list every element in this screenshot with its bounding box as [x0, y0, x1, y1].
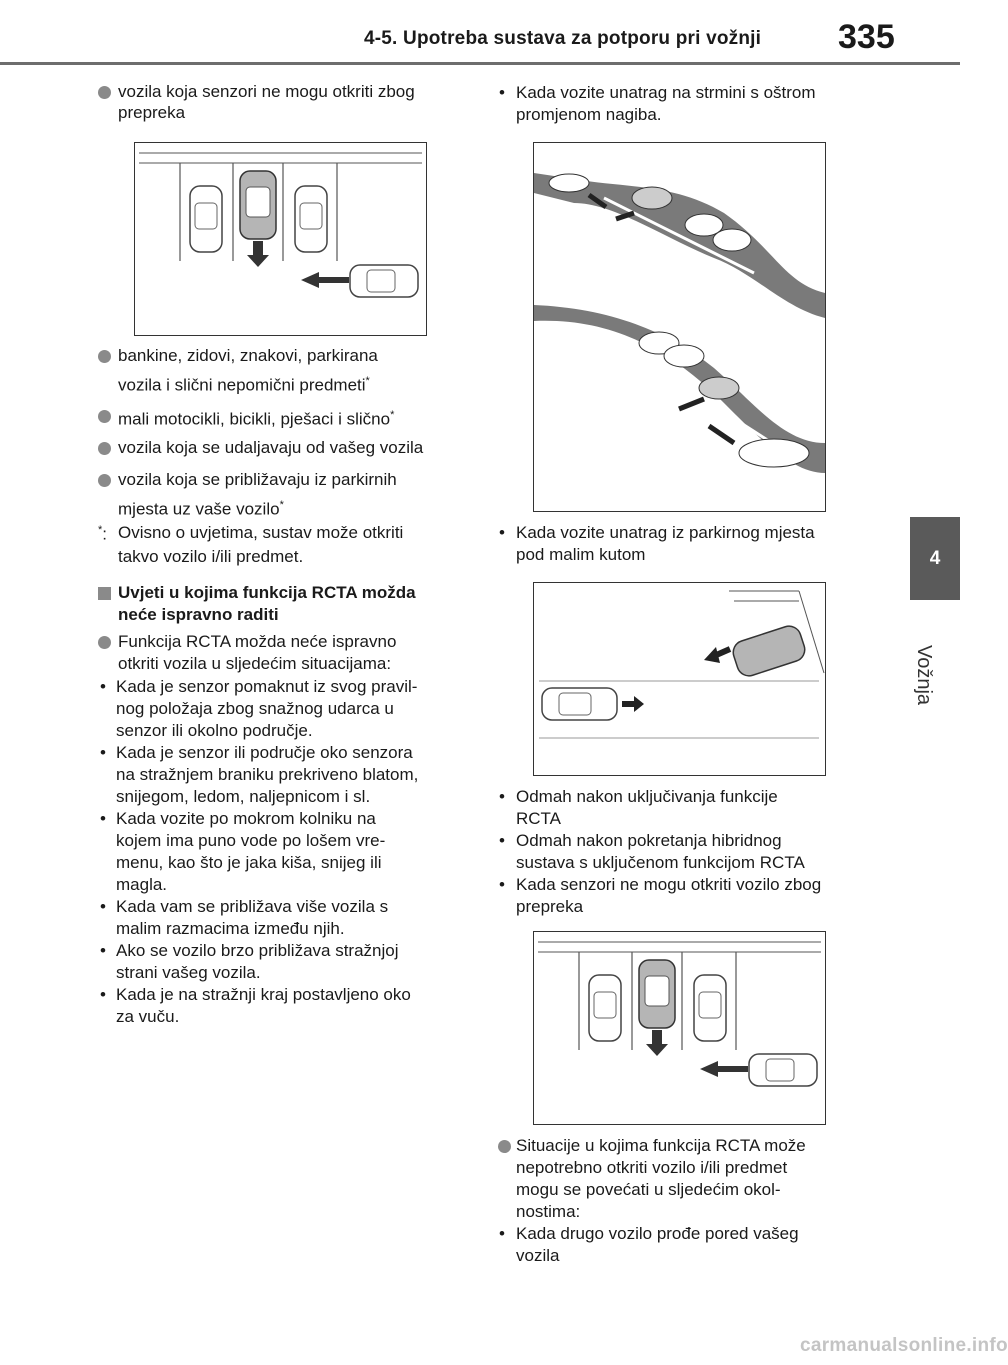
circle-bullet-icon: [98, 410, 111, 423]
text-line: pod malim kutom: [516, 545, 646, 564]
own-car-icon: [240, 171, 276, 239]
text-line: nepotrebno otkriti vozilo i/ili predmet: [516, 1158, 788, 1177]
text-line: Kada je senzor ili područje oko senzora: [116, 743, 413, 762]
text-line: Ako se vozilo brzo približava stražnjoj: [116, 941, 399, 960]
circle-bullet-icon: [98, 474, 111, 487]
approaching-car-icon: [542, 688, 617, 720]
approaching-car-icon: [350, 265, 418, 297]
own-car-icon: [730, 623, 808, 679]
text-line: promjenom nagiba.: [516, 105, 662, 124]
chapter-label: Vožnja: [913, 645, 935, 706]
arrow-icon: [709, 426, 734, 443]
text-line: vozila i slični nepomični predmeti*: [118, 375, 370, 395]
text-line: bankine, zidovi, znakovi, parkirana: [118, 346, 378, 365]
text-line: Kada vam se približava više vozila s: [116, 897, 389, 916]
text-line: malim razmacima između njih.: [116, 919, 345, 938]
parked-car-icon: [190, 186, 222, 252]
text-line: Kada senzori ne mogu otkriti vozilo zbog: [516, 875, 822, 894]
car-icon: [664, 345, 704, 367]
dot-bullet-icon: •: [499, 787, 505, 806]
reverse-arrow-icon: [646, 1030, 668, 1056]
section-heading: neće ispravno raditi: [118, 605, 279, 624]
circle-bullet-icon: [98, 636, 111, 649]
footnote-marker: *:: [98, 524, 108, 544]
footnote-text: takvo vozilo i/ili predmet.: [118, 547, 304, 566]
car-icon: [699, 377, 739, 399]
arrow-icon: [679, 399, 704, 409]
circle-bullet-icon: [98, 350, 111, 363]
dot-bullet-icon: •: [100, 809, 106, 828]
dot-bullet-icon: •: [499, 875, 505, 894]
dot-bullet-icon: •: [499, 523, 505, 542]
text-line: nostima:: [516, 1202, 581, 1221]
text-line: menu, kao što je jaka kiša, snijeg ili: [116, 853, 382, 872]
section-heading: Uvjeti u kojima funkcija RCTA možda: [118, 583, 416, 602]
text-line: mogu se povećati u sljedećim okol-: [516, 1180, 781, 1199]
car-icon: [549, 174, 589, 192]
reverse-arrow-icon: [247, 241, 269, 267]
dot-bullet-icon: •: [100, 985, 106, 1004]
parked-car-icon: [694, 975, 726, 1041]
text-line: magla.: [116, 875, 168, 894]
car-icon: [713, 229, 751, 251]
dot-bullet-icon: •: [100, 677, 106, 696]
text-line: Kada vozite po mokrom kolniku na: [116, 809, 376, 828]
car-icon: [739, 439, 809, 467]
text-line: Odmah nakon pokretanja hibridnog: [516, 831, 782, 850]
angled-parking-figure: [533, 582, 826, 776]
car-icon: [632, 187, 672, 209]
chapter-tab: [910, 517, 960, 600]
text-line: vozila: [516, 1246, 560, 1265]
dot-bullet-icon: •: [499, 1224, 505, 1243]
approach-arrow-icon: [622, 696, 644, 712]
watermark: carmanualsonline.info: [800, 1335, 1008, 1356]
text-line: vozila koja se udaljavaju od vašeg vozila: [118, 438, 424, 457]
reverse-arrow-icon: [704, 647, 730, 663]
chapter-number: 4: [929, 547, 941, 569]
text-line: Kada drugo vozilo prođe pored vašeg: [516, 1224, 799, 1243]
text-line: senzor ili okolno područje.: [116, 721, 313, 740]
dot-bullet-icon: •: [100, 897, 106, 916]
dot-bullet-icon: •: [499, 83, 505, 102]
text-line: mali motocikli, bicikli, pješaci i slično*: [118, 409, 395, 429]
footnote-text: Ovisno o uvjetima, sustav može otkriti: [118, 523, 404, 542]
text-line: snijegom, ledom, naljepnicom i sl.: [116, 787, 371, 806]
parking-obstruction-figure: [134, 142, 427, 336]
text-line: Kada vozite unatrag iz parkirnog mjesta: [516, 523, 815, 542]
text-line: na stražnjem braniku prekriveno blatom,: [116, 765, 419, 784]
text-line: Kada vozite unatrag na strmini s oštrom: [516, 83, 816, 102]
parked-car-icon: [295, 186, 327, 252]
header-divider: [0, 62, 960, 65]
text-line: Kada je senzor pomaknut iz svog pravil-: [116, 677, 418, 696]
approach-arrow-icon: [700, 1061, 748, 1077]
text-line: Kada je na stražnji kraj postavljeno oko: [116, 985, 411, 1004]
text-line: Funkcija RCTA možda neće ispravno: [118, 632, 397, 651]
dot-bullet-icon: •: [100, 941, 106, 960]
text-line: nog položaja zbog snažnog udarca u: [116, 699, 394, 718]
dot-bullet-icon: •: [100, 743, 106, 762]
own-car-icon: [639, 960, 675, 1028]
text-line: sustava s uključenom funkcijom RCTA: [516, 853, 805, 872]
text-line: prepreka: [118, 103, 186, 122]
parking-obstruction-figure-2: [533, 931, 826, 1125]
circle-bullet-icon: [98, 442, 111, 455]
text-line: Situacije u kojima funkcija RCTA može: [516, 1136, 806, 1155]
approaching-car-icon: [749, 1054, 817, 1086]
circle-bullet-icon: [498, 1140, 511, 1153]
text-line: kojem ima puno vode po lošem vre-: [116, 831, 386, 850]
square-bullet-icon: [98, 587, 111, 600]
circle-bullet-icon: [98, 86, 111, 99]
text-line: za vuču.: [116, 1007, 180, 1026]
text-line: mjesta uz vaše vozilo*: [118, 499, 284, 519]
text-line: RCTA: [516, 809, 562, 828]
text-line: prepreka: [516, 897, 584, 916]
text-line: strani vašeg vozila.: [116, 963, 261, 982]
text-line: vozila koja se približavaju iz parkirnih: [118, 470, 397, 489]
section-title: 4-5. Upotreba sustava za potporu pri vožnji: [364, 28, 762, 49]
dot-bullet-icon: •: [499, 831, 505, 850]
slope-figure: [533, 142, 826, 512]
parked-car-icon: [589, 975, 621, 1041]
text-line: otkriti vozila u sljedećim situacijama:: [118, 654, 392, 673]
page-number: 335: [838, 18, 895, 56]
text-line: vozila koja senzori ne mogu otkriti zbog: [118, 82, 415, 101]
text-line: Odmah nakon uključivanja funkcije: [516, 787, 778, 806]
approach-arrow-icon: [301, 272, 349, 288]
